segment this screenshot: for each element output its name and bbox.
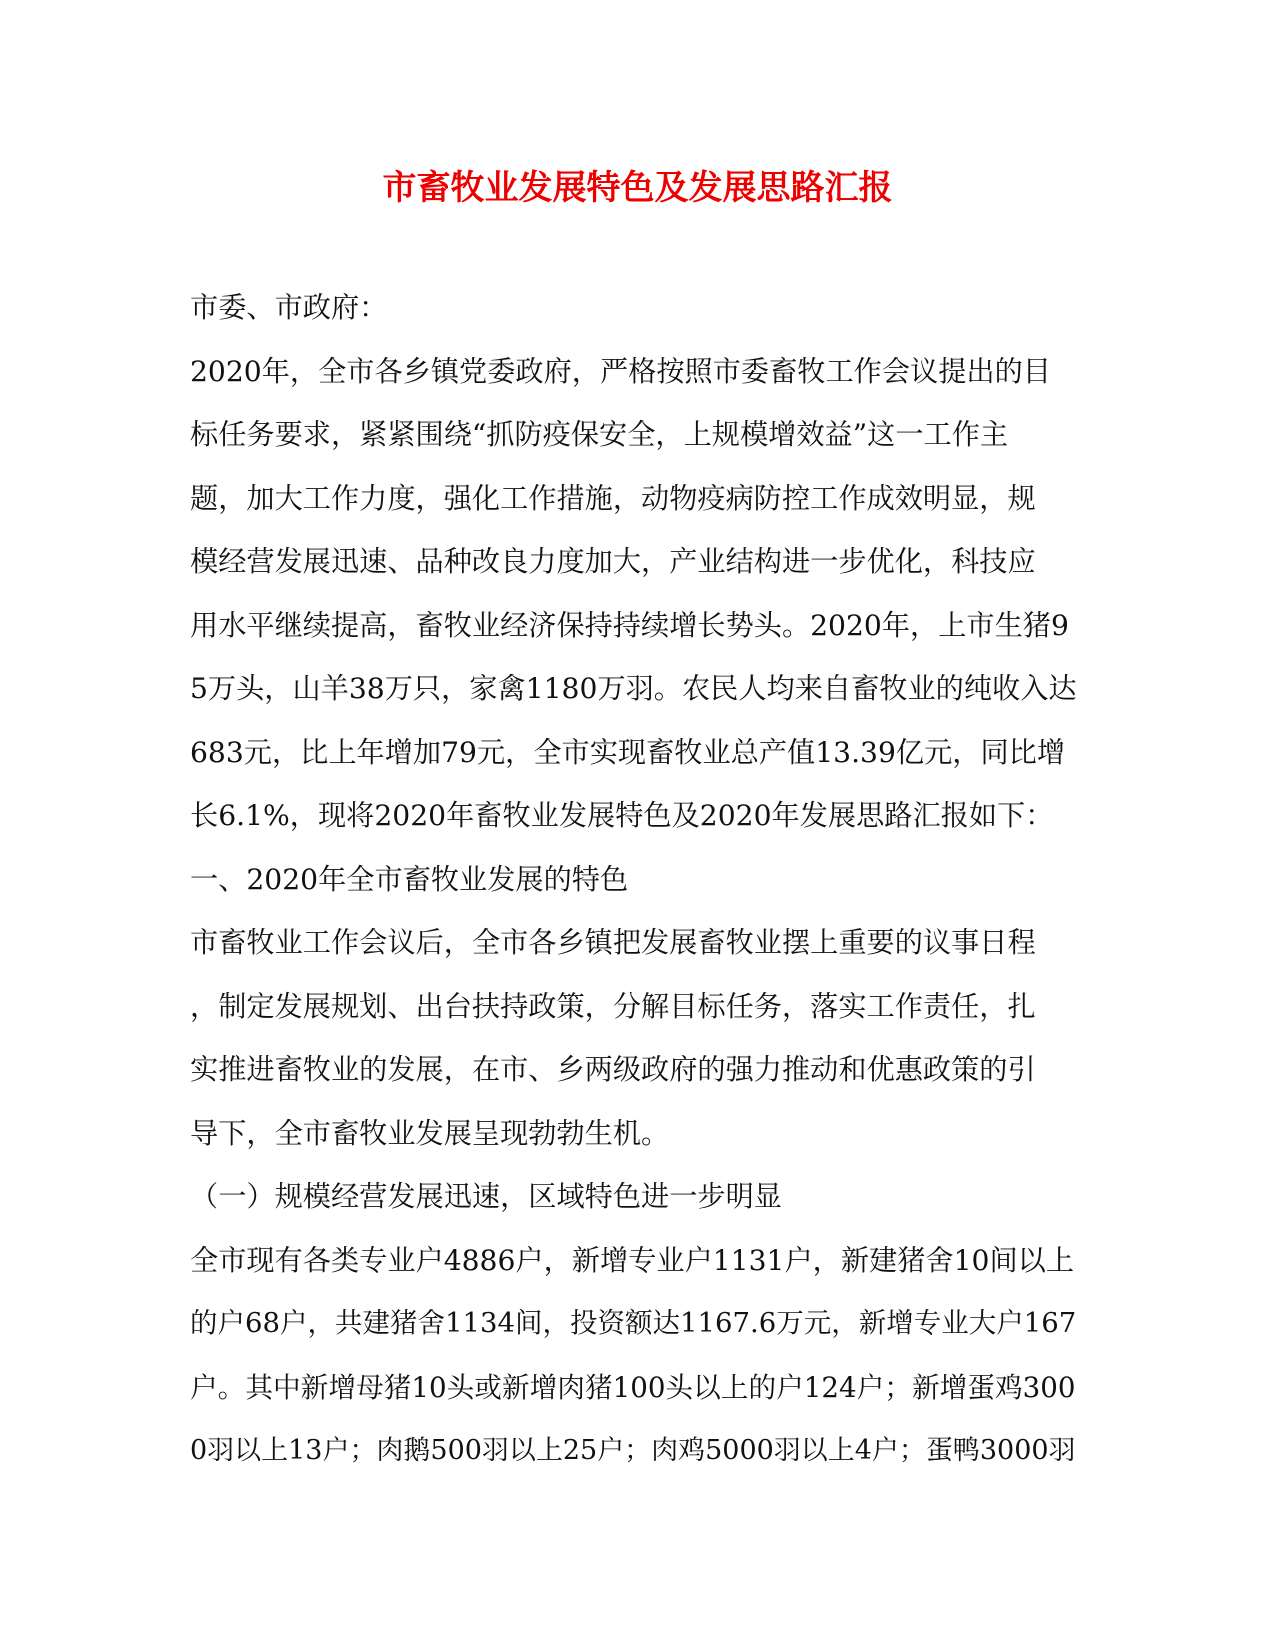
document-title: 市畜牧业发展特色及发展思路汇报 [382,168,893,208]
paragraph-line: 683元，比上年增加79元，全市实现畜牧业总产值13.39亿元，同比增 [190,735,1066,769]
paragraph-line: 实推进畜牧业的发展，在市、乡两级政府的强力推动和优惠政策的引 [190,1053,1036,1086]
paragraph-line: 标任务要求，紧紧围绕“抓防疫保安全，上规模增效益”这一工作主 [190,418,1009,451]
paragraph-line: 户。其中新增母猪10头或新增肉猪100头以上的户124户；新增蛋鸡300 [190,1370,1076,1404]
paragraph-line: 0羽以上13户；肉鹅500羽以上25户；肉鸡5000羽以上4户；蛋鸭3000羽 [190,1435,1076,1466]
paragraph-line: 2020年，全市各乡镇党委政府，严格按照市委畜牧工作会议提出的目 [190,354,1051,388]
salutation-line: 市委、市政府： [190,291,388,324]
paragraph-line: 全市现有各类专业户4886户，新增专业户1131户，新建猪舍10间以上 [190,1243,1075,1277]
paragraph-line: 题，加大工作力度，强化工作措施，动物疫病防控工作成效明显，规 [190,481,1036,515]
paragraph-line: 用水平继续提高，畜牧业经济保持持续增长势头。2020年，上市生猪9 [190,608,1069,642]
paragraph-line: ，制定发展规划、出台扶持政策，分解目标任务，落实工作责任，扎 [190,989,1036,1023]
section-heading: 一、2020年全市畜牧业发展的特色 [190,862,629,896]
paragraph-line: 导下，全市畜牧业发展呈现勃勃生机。 [190,1116,670,1150]
subsection-heading: （一）规模经营发展迅速，区域特色进一步明显 [190,1180,782,1213]
document-body [190,276,1080,1483]
paragraph-line: 5万头，山羊38万只，家禽1180万羽。农民人均来自畜牧业的纯收入达 [190,672,1077,705]
paragraph-line: 市畜牧业工作会议后，全市各乡镇把发展畜牧业摆上重要的议事日程 [190,926,1036,959]
paragraph-line: 模经营发展迅速、品种改良力度加大，产业结构进一步优化，科技应 [190,545,1036,578]
paragraph-line: 的户68户，共建猪舍1134间，投资额达1167.6万元，新增专业大户167 [190,1307,1077,1339]
paragraph-line: 长6.1%，现将2020年畜牧业发展特色及2020年发展思路汇报如下： [190,799,1054,832]
